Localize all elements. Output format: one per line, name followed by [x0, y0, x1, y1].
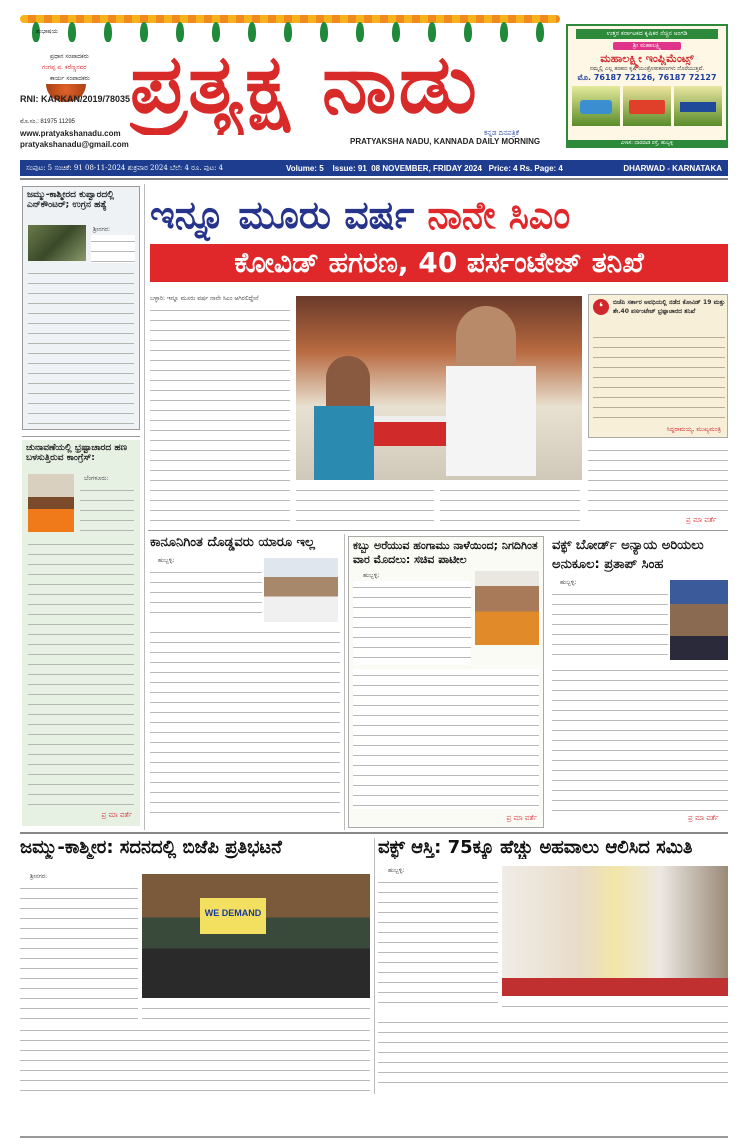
story6-body-col1: [378, 876, 498, 1012]
ad-name: ಮಹಾಲಕ್ಷ್ಮೀ ಇಂಪ್ಲಿಮೆಂಟ್ಸ್: [600, 52, 694, 65]
editor-name: ಗಂಗಪ್ಪ ಪ. ಕರೆಣ್ಣನವರ: [42, 64, 87, 71]
quote-lead: ಬಿಜೆಪಿ ಸರ್ಕಾರ ಅವಧಿಯಲ್ಲಿ ನಡೆದ ಕೋವಿಡ್ 19 ಮತ್ತು ಶೇ.40 ಪರ್ಸಂಟೇಜ್ ಭ್ರಷ್ಟಾಚಾರದ ತನಿಖೆ: [613, 299, 725, 315]
politician-photo: [28, 474, 74, 532]
story3-headline: ಕಬ್ಬು ಅರೆಯುವ ಹಂಗಾಮು ನಾಳೆಯಿಂದ; ನಿಗದಿಗಿಂತ ವಾರ ಮೊದಲು: ಸಚಿವ ಪಾಟೀಲ: [353, 539, 538, 566]
story2-headline: ಕಾನೂನಿಗಿಂತ ದೊಡ್ಡವರು ಯಾರೂ ಇಲ್ಲ: [150, 536, 315, 550]
cm-quote-box: [588, 294, 728, 438]
story3-body-top: [353, 581, 471, 665]
story-dateline: ಶ್ರೀನಗರ:: [93, 226, 111, 233]
story2-body-top: [150, 566, 262, 622]
story5-body: [20, 1024, 370, 1094]
table-cloth: [502, 978, 728, 996]
story5-dateline: ಶ್ರೀನಗರ:: [30, 873, 48, 880]
ad-pill: ಶ್ರೀ ಮಹಾಲಕ್ಷ್ಮಿ: [613, 42, 681, 50]
issue-info-english: [258, 164, 623, 173]
soldier-photo: [28, 225, 86, 261]
story5-caption: [142, 1002, 370, 1020]
header-rule: [20, 178, 728, 180]
story4-credit: ಪ್ರ ಮಾ ವರ್ತೆ: [688, 814, 719, 822]
issue-info-kannada: ಸಂಪುಟ: 5 ಸಂಚಿಕೆ: 91 08-11-2024 ಶುಕ್ರವಾರ 2024 ಬೆಲೆ: 4 ರೂ. ಪುಟ: 4: [26, 163, 224, 172]
speaker-shirt: [446, 366, 536, 476]
quote-byline: ಸಿದ್ದರಾಮಯ್ಯ, ಮುಖ್ಯಮಂತ್ರಿ: [666, 426, 721, 433]
story3-photo-minister: [475, 571, 539, 645]
story6-body: [378, 1016, 728, 1086]
quote-icon: ❛: [593, 299, 609, 315]
column-rule: [144, 184, 145, 830]
issue-date: 08 NOVEMBER, FRIDAY 2024: [371, 163, 482, 173]
top-badge: ಶುಭಾಷಯ: [36, 28, 58, 35]
ad-phone: ಮೊ. 76187 72126, 76187 72127: [577, 73, 717, 82]
lead-credit: ಪ್ರ ಮಾ ವರ್ತೆ: [686, 516, 717, 524]
column-rule: [344, 534, 345, 830]
story-headline: ಜಮ್ಮು-ಕಾಶ್ಮೀರದ ಕುಪ್ವಾರದಲ್ಲಿ ಎನ್‌ಕೌಂಟರ್; ಉಗ್ರನ ಹತ್ಯೆ: [27, 190, 114, 211]
story4-photo-pratap: [670, 580, 728, 660]
website-link[interactable]: www.pratyakshanadu.com: [20, 129, 121, 138]
price: Price: 4 Rs. Page: 4: [488, 163, 563, 173]
story5-body-col1: [20, 882, 138, 1022]
lead-photo-cm-speech: [296, 296, 582, 480]
ad-subtext: ನಮ್ಮಲ್ಲಿ ಎಲ್ಲ ತರಹದ ಕೃಷಿ ಯಂತ್ರೋಪಕರಣಗಳು ದೊರೆಯುತ್ತವೆ.: [589, 66, 705, 72]
lead-headline-red: ನಾನೇ ಸಿಎಂ: [427, 193, 571, 237]
ad-photo-trailer: [674, 86, 722, 126]
story3-dateline: ಹುಬ್ಬಳ್ಳಿ:: [363, 572, 380, 579]
lead-headline-blue: ಇನ್ನೂ ಮೂರು ವರ್ಷ: [150, 193, 415, 237]
story2-body: [150, 626, 340, 822]
woman-saree: [314, 406, 374, 480]
story-credit: ಪ್ರ ಮಾ ವರ್ತೆ: [101, 811, 132, 819]
story4-dateline: ಹುಬ್ಬಳ್ಳಿ:: [560, 579, 577, 586]
story6-photo-committee: [502, 866, 728, 996]
contact-block: [20, 117, 129, 150]
story-body: [28, 267, 134, 425]
story-text-lines: [91, 235, 135, 263]
lead-dateline: ಬಳ್ಳಾರಿ: ಇನ್ನೂ ಮೂರು ವರ್ಷ ನಾನೇ ಸಿಎಂ ಆಗಿರಲಿದ್ದೇನೆ: [150, 295, 259, 302]
story-text-lines: [80, 484, 134, 534]
story6-headline: ವಕ್ಫ್ ಆಸ್ತಿ: 75ಕ್ಕೂ ಹೆಚ್ಚು ಅಹವಾಲು ಆಲಿಸಿದ ಸಮಿತಿ: [378, 838, 693, 858]
lead-divider: [148, 530, 728, 531]
column-rule: [374, 838, 375, 1094]
email-link[interactable]: pratyakshanadu@gmail.com: [20, 140, 129, 149]
ad-photo-rotavator: [623, 86, 671, 126]
ad-photo-plough: [572, 86, 620, 126]
story-body: [28, 538, 134, 808]
story5-photo-assembly-protest: [142, 874, 370, 998]
story5-headline: ಜಮ್ಮು-ಕಾಶ್ಮೀರ: ಸದನದಲ್ಲಿ ಬಿಜೆಪಿ ಪ್ರತಿಭಟನೆ: [20, 838, 282, 858]
story2-photo-pralhad: [264, 558, 338, 622]
story4-body: [552, 664, 728, 814]
story-headline: ಚುನಾವಣೆಯಲ್ಲಿ ಭ್ರಷ್ಟಾಚಾರದ ಹಣ ಬಳಸುತ್ತಿರುವ ಕಾಂಗ್ರೆಸ್:: [26, 443, 127, 464]
protest-banner: WE DEMAND: [200, 898, 266, 934]
lead-body-col3: [440, 484, 580, 526]
editor-label: ಪ್ರಧಾನ ಸಂಪಾದಕರು: [50, 53, 89, 60]
sidebar-story-encounter[interactable]: [22, 186, 140, 430]
lead-body-col2: [296, 484, 434, 526]
phone-number: ಮೊ.ಸಂ.: 81975 11295: [20, 119, 76, 125]
newspaper-title: ಪ್ರತ್ಯಕ್ಷ ನಾಡು: [130, 37, 479, 132]
lead-body-col4: [588, 444, 728, 514]
ad-top-text: ಉತ್ತರ ಕರ್ನಾಟಕದ ಕೃಷಿಕರ ನೆಚ್ಚಿನ ಅಂಗಡಿ: [576, 29, 718, 39]
story4-body-top: [552, 588, 668, 660]
lead-headline: [150, 190, 730, 240]
story3-body: [353, 669, 539, 809]
advertisement-mahalakshmi[interactable]: [566, 24, 728, 148]
quote-text-lines: [593, 331, 725, 419]
subtitle-english: PRATYAKSHA NADU, KANNADA DAILY MORNING: [350, 137, 541, 146]
subtitle-kannada: ಕನ್ನಡ ದಿನಪತ್ರಿಕೆ: [484, 129, 520, 137]
issue-info-bar: [20, 160, 728, 176]
story4-headline: ವಕ್ಫ್ ಬೋರ್ಡ್ ಅನ್ಯಾಯ ಅರಿಯಲು ಅನುಕೂಲ: ಪ್ರತಾಪ್ ಸಿಂಹ: [552, 538, 704, 572]
lead-body-col1: [150, 304, 290, 526]
volume: Volume: 5: [286, 163, 324, 173]
issue: Issue: 91: [332, 163, 367, 173]
story6-dateline: ಹುಬ್ಬಳ್ಳಿ:: [388, 867, 405, 874]
place: DHARWAD - KARNATAKA: [623, 163, 722, 173]
section-rule: [20, 832, 728, 834]
story3-credit: ಪ್ರ ಮಾ ವರ್ತೆ: [506, 814, 537, 822]
story3-box[interactable]: [348, 536, 544, 828]
rni-number: RNI: KARKAN/2019/78035: [20, 94, 131, 104]
story2-dateline: ಹುಬ್ಬಳ್ಳಿ:: [158, 557, 175, 564]
sidebar-divider: [22, 436, 140, 437]
story-dateline: ಬೆಂಗಳೂರು:: [84, 475, 109, 482]
sidebar-story-congress[interactable]: [22, 440, 140, 826]
lead-subhead: ಕೋವಿಡ್ ಹಗರಣ, 40 ಪರ್ಸಂಟೇಜ್ ತನಿಖೆ: [150, 244, 728, 282]
exec-editor-label: ಕಾರ್ಯ ಸಂಪಾದಕರು: [50, 75, 90, 82]
story6-caption: [502, 1000, 728, 1012]
footer-rule: [20, 1136, 728, 1138]
ad-footer: ವಿಳಾಸ: ಧಾರವಾಡ ರಸ್ತೆ, ಹುಬ್ಬಳ್ಳಿ: [568, 140, 726, 146]
